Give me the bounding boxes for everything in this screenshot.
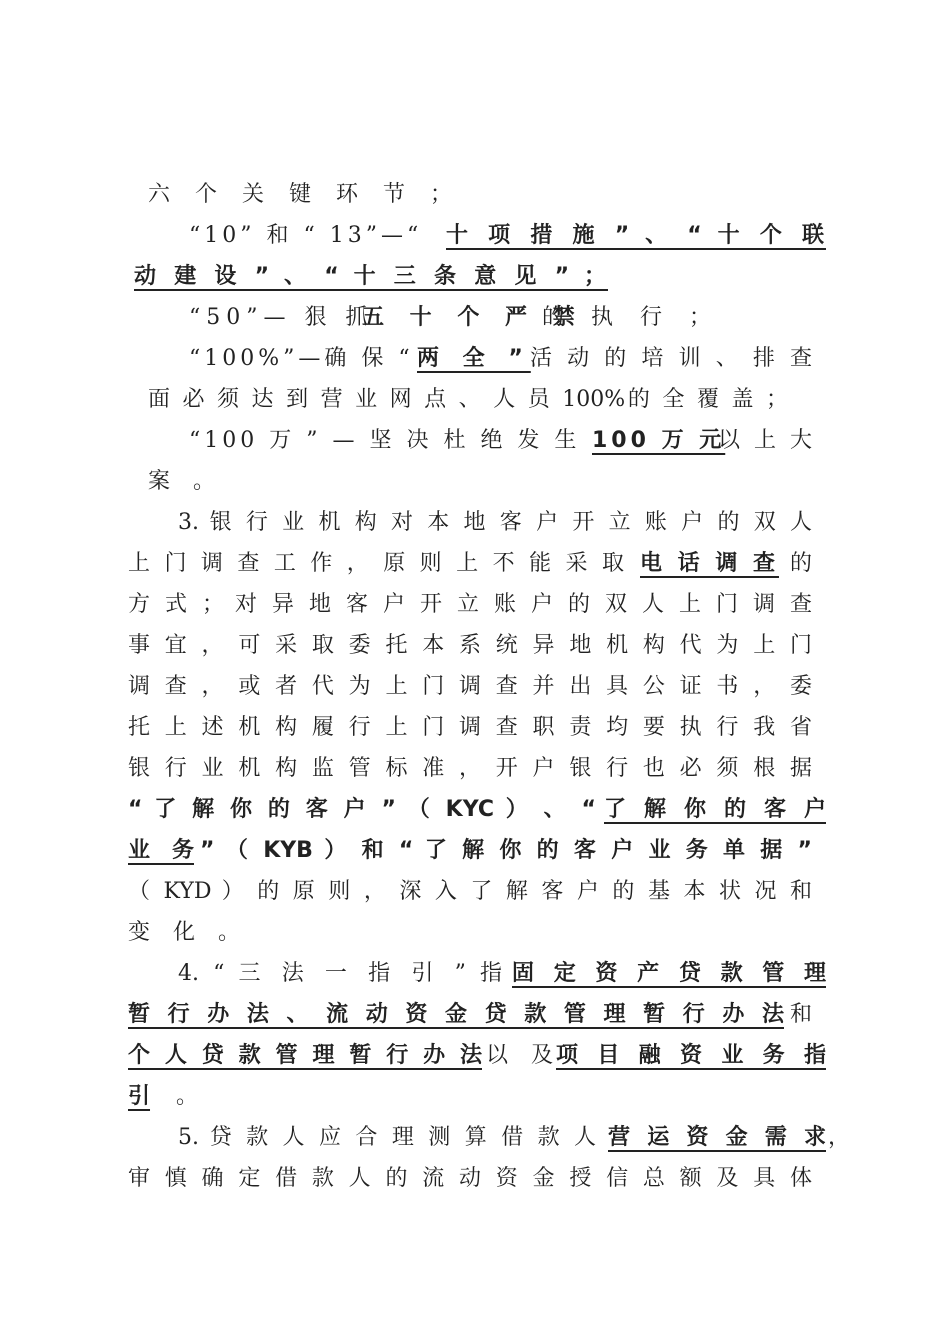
text-run: 和 <box>790 1002 813 1027</box>
text-line <box>0 1076 950 1117</box>
text-line <box>0 256 950 297</box>
text-run: 上 门 调 查 工 作 ， 原 则 上 不 能 采 取 <box>128 551 624 576</box>
underlined-term: 了 解 你 的 客 户 <box>604 797 826 822</box>
text-run: 4. “ 三 法 一 指 引 ” 指 <box>178 961 502 986</box>
text-line <box>0 707 950 748</box>
underlined-term: 个 人 贷 款 管 理 暂 行 办 法 <box>128 1043 482 1068</box>
text-line <box>0 338 950 379</box>
text-line <box>0 420 950 461</box>
text-line <box>0 748 950 789</box>
underlined-term: 固 定 资 产 贷 款 管 理 <box>512 961 826 986</box>
text-line <box>0 502 950 543</box>
text-run: 活 动 的 培 训 、 排 查 <box>530 346 812 371</box>
text-run: 的 <box>790 551 813 576</box>
text-run: 银 行 业 机 构 监 管 标 准 ， 开 户 银 行 也 必 须 根 据 <box>128 756 812 781</box>
text-line <box>0 297 950 338</box>
text-run: 审 慎 确 定 借 款 人 的 流 动 资 金 授 信 总 额 及 具 体 <box>128 1166 812 1191</box>
text-line <box>0 215 950 256</box>
text-line <box>0 789 950 830</box>
text-line <box>0 625 950 666</box>
text-line <box>0 174 950 215</box>
bold-term: 五 十 个 严 禁 <box>362 305 584 330</box>
text-run: 方 式 ； 对 异 地 客 户 开 立 账 户 的 双 人 上 门 调 查 <box>128 592 812 617</box>
text-run: 5. 贷 款 人 应 合 理 测 算 借 款 人 <box>178 1125 596 1150</box>
text-line <box>0 379 950 420</box>
text-run: 变 化 。 <box>128 920 248 945</box>
text-run: “50”— 狠 抓 <box>189 305 374 330</box>
text-line <box>0 871 950 912</box>
underlined-term: 营 运 资 金 需 求 <box>608 1125 826 1150</box>
underlined-term: 十 项 措 施 ” 、 “ 十 个 联 <box>446 223 826 248</box>
text-line <box>0 666 950 707</box>
text-line <box>0 1158 950 1199</box>
text-run: 的 执 行 ； <box>542 305 721 330</box>
bold-term: “ 了 解 你 的 客 户 ” （ KYC ） 、 “ <box>128 797 596 822</box>
text-line <box>0 912 950 953</box>
text-run: 以 及 <box>486 1043 561 1068</box>
underlined-term: 项 目 融 资 业 务 指 <box>556 1043 826 1068</box>
text-run: 事 宜 ， 可 采 取 委 托 本 系 统 异 地 机 构 代 为 上 门 <box>128 633 812 658</box>
text-run: 。 <box>176 1084 199 1109</box>
text-line <box>0 1117 950 1158</box>
text-line <box>0 994 950 1035</box>
underlined-term: 动 建 设 ” 、 “ 十 三 条 意 见 ” ； <box>134 264 608 289</box>
text-line <box>0 1035 950 1076</box>
text-run: 3. 银 行 业 机 构 对 本 地 客 户 开 立 账 户 的 双 人 <box>178 510 812 535</box>
text-line <box>0 543 950 584</box>
underlined-term: 100 万 元 <box>592 428 726 453</box>
text-run: （ KYD ） 的 原 则 ， 深 入 了 解 客 户 的 基 本 状 况 和 <box>128 879 812 904</box>
text-line <box>0 953 950 994</box>
text-run: “100%”—确 保 “ <box>189 346 414 371</box>
underlined-term: 引 <box>128 1084 151 1109</box>
underlined-term: 业 务 <box>128 838 194 863</box>
text-run: “100 万 ” — 坚 决 杜 绝 发 生 <box>189 428 581 453</box>
text-run: “10” 和 “ 13”—“ <box>189 223 423 248</box>
text-run: 托 上 述 机 构 履 行 上 门 调 查 职 责 均 要 执 行 我 省 <box>128 715 812 740</box>
underlined-term: 暂 行 办 法 、 流 动 资 金 贷 款 管 理 暂 行 办 法 <box>128 1002 784 1027</box>
text-run: 六 个 关 键 环 节 ； <box>148 182 461 207</box>
underlined-term: 电 话 调 查 <box>640 551 779 576</box>
text-run: 以 上 大 <box>718 428 812 453</box>
text-run: ， <box>828 1125 851 1150</box>
text-line <box>0 461 950 502</box>
text-run: 案 。 <box>148 469 223 494</box>
text-line <box>0 830 950 871</box>
text-run: 调 查 ， 或 者 代 为 上 门 调 查 并 出 具 公 证 书 ， 委 <box>128 674 812 699</box>
text-run: 面 必 须 达 到 营 业 网 点 、 人 员 100%的 全 覆 盖 ； <box>148 387 788 412</box>
text-line <box>0 584 950 625</box>
bold-term: ” （ KYB ） 和 “ 了 解 你 的 客 户 业 务 单 据 ” <box>200 838 812 863</box>
underlined-term: 两 全 ” <box>417 346 531 371</box>
